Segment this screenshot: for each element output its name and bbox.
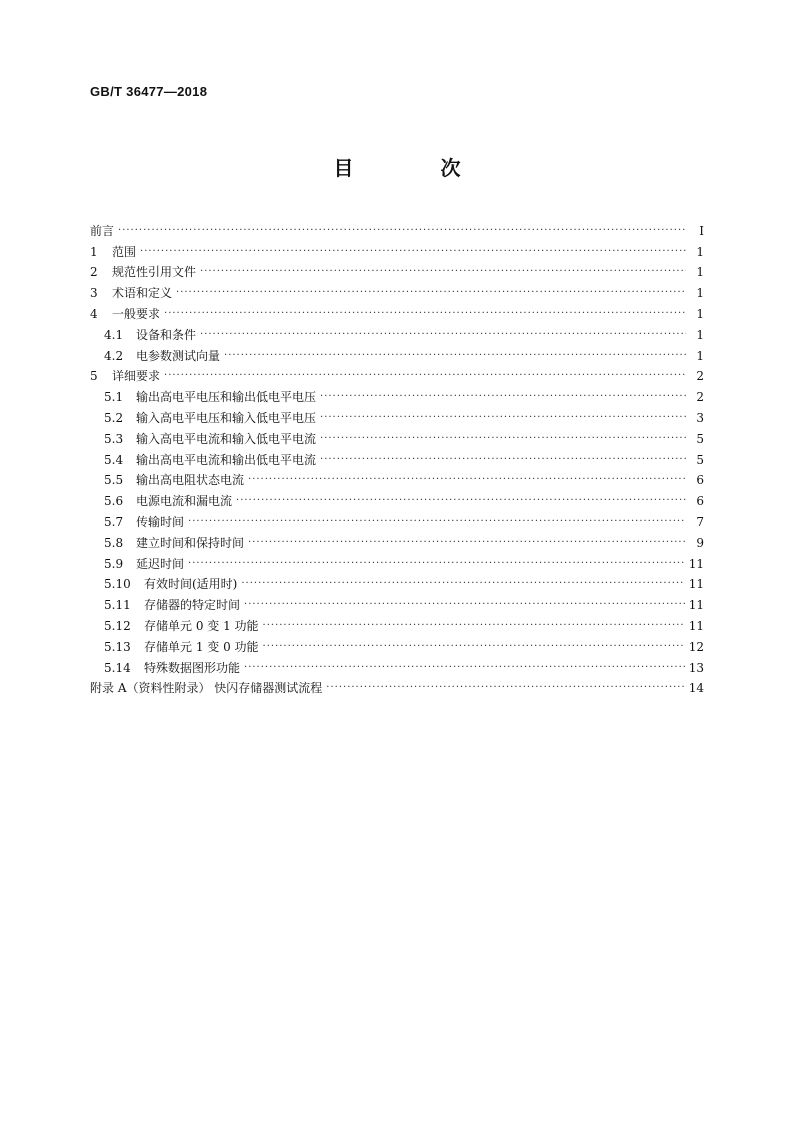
toc-entry-label: 规范性引用文件 bbox=[112, 265, 197, 280]
toc-entry-5-4[interactable] bbox=[90, 447, 704, 468]
table-of-contents bbox=[90, 218, 704, 696]
toc-entry-page: 12 bbox=[688, 639, 704, 654]
toc-entry-label: 存储单元 1 变 0 功能 bbox=[144, 639, 259, 654]
toc-entry-page: 1 bbox=[696, 306, 704, 321]
toc-entry-number: 4.2 bbox=[104, 348, 124, 363]
toc-entry-5-2[interactable] bbox=[90, 405, 704, 426]
toc-entry-label: 范围 bbox=[112, 244, 137, 259]
toc-leader bbox=[248, 537, 686, 549]
toc-entry-5-14[interactable] bbox=[90, 655, 704, 676]
toc-leader bbox=[241, 578, 684, 590]
toc-leader bbox=[320, 412, 686, 424]
toc-entry-page: 11 bbox=[688, 598, 704, 613]
toc-entry-number: 5.13 bbox=[104, 639, 131, 654]
toc-entry-number: 5.5 bbox=[104, 473, 124, 488]
toc-leader bbox=[320, 454, 686, 466]
toc-entry-number: 5.8 bbox=[104, 535, 124, 550]
toc-entry-5[interactable] bbox=[90, 364, 704, 385]
toc-entry-label: 术语和定义 bbox=[112, 286, 173, 301]
toc-entry-number: 5.7 bbox=[104, 514, 124, 529]
toc-entry-label: 建立时间和保持时间 bbox=[136, 535, 245, 550]
toc-entry-page: 3 bbox=[696, 410, 704, 425]
toc-entry-label: 输出高电阻状态电流 bbox=[136, 473, 245, 488]
toc-entry-page: Ⅰ bbox=[699, 223, 704, 238]
toc-leader bbox=[244, 662, 685, 674]
toc-entry-number: 5 bbox=[90, 369, 98, 384]
toc-leader bbox=[224, 350, 686, 362]
toc-entry-page: 2 bbox=[696, 390, 704, 405]
toc-entry-3[interactable] bbox=[90, 280, 704, 301]
toc-entry-label: 传输时间 bbox=[136, 514, 185, 529]
toc-entry-page: 1 bbox=[696, 327, 704, 342]
toc-entry-page: 5 bbox=[696, 431, 704, 446]
toc-entry-number: 5.12 bbox=[104, 618, 131, 633]
toc-entry-label: 电源电流和漏电流 bbox=[136, 494, 233, 509]
toc-entry-page: 11 bbox=[688, 618, 704, 633]
toc-entry-number: 4 bbox=[90, 306, 98, 321]
toc-entry-5-7[interactable] bbox=[90, 509, 704, 530]
toc-entry-4[interactable] bbox=[90, 301, 704, 322]
toc-entry-4-1[interactable] bbox=[90, 322, 704, 343]
toc-entry-number: 1 bbox=[90, 244, 98, 259]
toc-leader bbox=[140, 246, 686, 258]
toc-entry-5-12[interactable] bbox=[90, 613, 704, 634]
toc-entry-page: 13 bbox=[688, 660, 704, 675]
toc-entry-page: 1 bbox=[696, 286, 704, 301]
toc-entry-page: 2 bbox=[696, 369, 704, 384]
toc-entry-label: 前言 bbox=[90, 223, 115, 238]
toc-entry-4-2[interactable] bbox=[90, 343, 704, 364]
toc-entry-page: 14 bbox=[688, 681, 704, 696]
standard-code: GB/T 36477—2018 bbox=[90, 84, 208, 99]
toc-entry-label: 电参数测试向量 bbox=[136, 348, 221, 363]
toc-leader bbox=[236, 495, 686, 507]
toc-entry-page: 7 bbox=[696, 514, 704, 529]
toc-entry-label: 特殊数据图形功能 bbox=[144, 660, 241, 675]
toc-entry-label: 设备和条件 bbox=[136, 327, 197, 342]
toc-entry-page: 6 bbox=[696, 473, 704, 488]
toc-entry-number: 3 bbox=[90, 286, 98, 301]
toc-entry-5-11[interactable] bbox=[90, 592, 704, 613]
toc-leader bbox=[326, 682, 684, 694]
toc-entry-label: 输入高电平电流和输入低电平电流 bbox=[136, 431, 317, 446]
toc-entry-2[interactable] bbox=[90, 260, 704, 281]
toc-leader bbox=[244, 599, 685, 611]
toc-leader bbox=[164, 370, 686, 382]
toc-entry-5-5[interactable] bbox=[90, 468, 704, 489]
toc-entry-5-6[interactable] bbox=[90, 488, 704, 509]
toc-entry-page: 6 bbox=[696, 494, 704, 509]
toc-entry-label: 附录 A（资料性附录） 快闪存储器测试流程 bbox=[90, 681, 323, 696]
toc-leader bbox=[248, 474, 686, 486]
toc-leader bbox=[118, 225, 686, 237]
toc-entry-5-9[interactable] bbox=[90, 551, 704, 572]
toc-entry-number: 5.2 bbox=[104, 410, 124, 425]
toc-entry-appendix-a[interactable] bbox=[90, 676, 704, 697]
toc-entry-number: 5.3 bbox=[104, 431, 124, 446]
toc-leader bbox=[200, 329, 686, 341]
toc-leader bbox=[320, 391, 686, 403]
toc-entry-page: 11 bbox=[688, 556, 704, 571]
toc-entry-number: 5.4 bbox=[104, 452, 124, 467]
toc-leader bbox=[164, 308, 686, 320]
toc-entry-number: 5.11 bbox=[104, 598, 131, 613]
toc-leader bbox=[263, 641, 685, 653]
toc-leader bbox=[176, 287, 686, 299]
toc-entry-label: 输出高电平电压和输出低电平电压 bbox=[136, 390, 317, 405]
toc-entry-number: 5.9 bbox=[104, 556, 124, 571]
toc-entry-5-8[interactable] bbox=[90, 530, 704, 551]
toc-entry-foreword[interactable] bbox=[90, 218, 704, 239]
toc-entry-number: 4.1 bbox=[104, 327, 124, 342]
toc-entry-page: 5 bbox=[696, 452, 704, 467]
toc-entry-label: 详细要求 bbox=[112, 369, 161, 384]
toc-entry-page: 9 bbox=[696, 535, 704, 550]
toc-entry-5-1[interactable] bbox=[90, 384, 704, 405]
toc-entry-label: 一般要求 bbox=[112, 306, 161, 321]
toc-entry-5-10[interactable] bbox=[90, 572, 704, 593]
toc-entry-number: 5.10 bbox=[104, 577, 131, 592]
toc-entry-5-13[interactable] bbox=[90, 634, 704, 655]
toc-entry-label: 输出高电平电流和输出低电平电流 bbox=[136, 452, 317, 467]
toc-entry-label: 存储器的特定时间 bbox=[144, 598, 241, 613]
toc-leader bbox=[263, 620, 685, 632]
toc-entry-number: 2 bbox=[90, 265, 98, 280]
toc-leader bbox=[200, 266, 686, 278]
toc-leader bbox=[188, 558, 685, 570]
toc-entry-page: 1 bbox=[696, 244, 704, 259]
toc-entry-number: 5.6 bbox=[104, 494, 124, 509]
toc-entry-label: 有效时间(适用时) bbox=[144, 577, 238, 592]
page-title: 目 次 bbox=[333, 156, 501, 180]
toc-entry-5-3[interactable] bbox=[90, 426, 704, 447]
toc-entry-label: 输入高电平电压和输入低电平电压 bbox=[136, 410, 317, 425]
toc-leader bbox=[188, 516, 686, 528]
toc-entry-label: 存储单元 0 变 1 功能 bbox=[144, 618, 259, 633]
toc-entry-number: 5.1 bbox=[104, 390, 124, 405]
toc-entry-label: 延迟时间 bbox=[136, 556, 185, 571]
toc-entry-page: 11 bbox=[688, 577, 704, 592]
toc-entry-number: 5.14 bbox=[104, 660, 131, 675]
toc-leader bbox=[320, 433, 686, 445]
toc-entry-1[interactable] bbox=[90, 239, 704, 260]
toc-entry-page: 1 bbox=[696, 348, 704, 363]
toc-entry-page: 1 bbox=[696, 265, 704, 280]
